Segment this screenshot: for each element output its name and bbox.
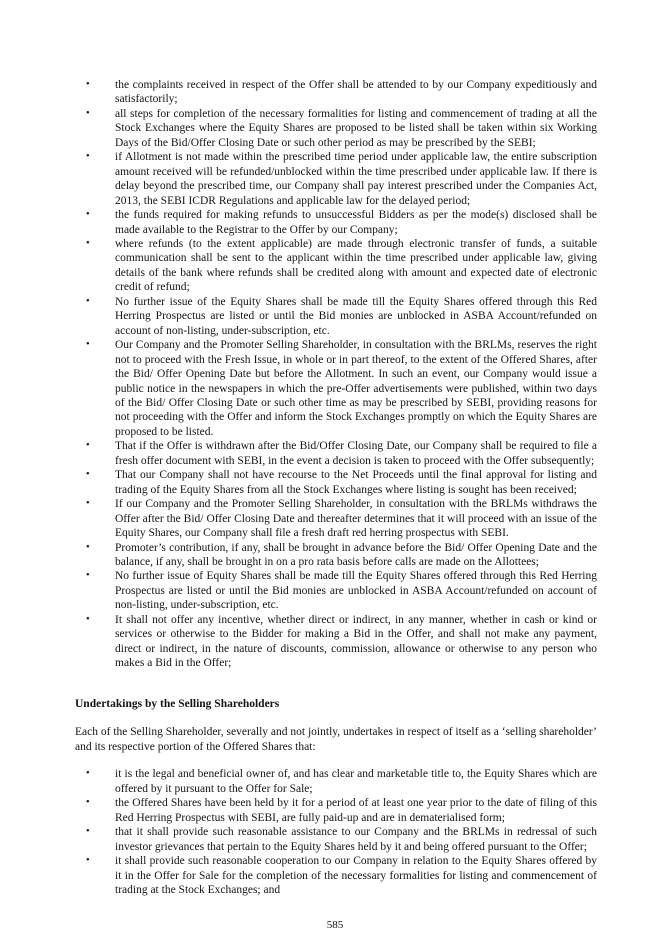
bullet-icon: • [86,855,90,867]
bullet-text: if Allotment is not made within the prescribed time period under applicable law, the entire subscription amount received will be refunded/unblocked within the time prescribed under applicable law. If there is delay beyond the prescribed time, our Company shall pay interest prescribed under the Companies Act, 2013, the SEBI ICDR Regulations and applicable law for the delayed period; [115,151,597,207]
bullet-icon: • [86,498,90,510]
bullet-icon: • [86,295,90,307]
list-item [75,439,597,468]
bullet-icon: • [86,613,90,625]
list-item [75,208,597,237]
list-item [75,237,597,295]
bullet-text: Our Company and the Promoter Selling Shareholder, in consultation with the BRLMs, reserves the right not to proceed with the Fresh Issue, in whole or in part thereof, to the extent of the Offered Shares, after the Bid/ Offer Opening Date but before the Allotment. In such an event, our Company would issue a public notice in the newspapers in which the pre-Offer advertisements were published, within two days of the Bid/ Offer Closing Date or such other time as may be prescribed by SEBI, providing reasons for not proceeding with the Offer and inform the Stock Exchanges promptly on which the Equity Shares are proposed to be listed. [115,339,597,438]
bullet-text: That if the Offer is withdrawn after the Bid/Offer Closing Date, our Company shall be required to file a fresh offer document with SEBI, in the event a decision is taken to proceed with the Offer subsequently; [115,440,597,467]
bullet-icon: • [86,237,90,249]
section-heading: Undertakings by the Selling Shareholders [75,697,280,710]
bullet-text: it shall provide such reasonable cooperation to our Company in relation to the Equity Shares offered by it in the Offer for Sale for the completion of the necessary formalities for listing and commencement of trading at the Stock Exchanges; and [115,855,597,896]
bullet-icon: • [86,469,90,481]
bullet-icon: • [86,797,90,809]
list-item [75,825,597,854]
company-undertakings-list [75,78,597,671]
bullet-text: It shall not offer any incentive, whether direct or indirect, in any manner, whether in cash or kind or services or otherwise to the Bidder for making a Bid in the Offer, and shall not make any payment, direct or indirect, in the nature of discounts, commission, allowance or otherwise to any person who makes a Bid in the Offer; [115,613,597,670]
list-item [75,468,597,497]
bullet-icon: • [86,151,90,163]
page-number: 585 [326,919,344,931]
bullet-text: all steps for completion of the necessary formalities for listing and commencement of trading at all the Stock Exchanges where the Equity Shares are proposed to be listed shall be taken within six Working Days of the Bid/Offer Closing Date or such other period as may be prescribed by the SEBI; [115,107,597,149]
list-item [75,767,597,796]
bullet-text: No further issue of the Equity Shares shall be made till the Equity Shares offered through this Red Herring Prospectus are listed or until the Bid monies are unblocked in ASBA Account/refunded on account of non-listing, under-subscription, etc. [115,295,597,337]
selling-shareholders-undertakings-list [75,767,597,897]
list-item [75,796,597,825]
intro-paragraph: Each of the Selling Shareholder, severally and not jointly, undertakes in respect of itself as a ‘selling shareholder’ and its respective portion of the Offered Shares that: [75,726,597,753]
bullet-text: the complaints received in respect of the Offer shall be attended to by our Company expeditiously and satisfactorily; [115,79,597,106]
bullet-icon: • [86,209,90,221]
bullet-text: where refunds (to the extent applicable) are made through electronic transfer of funds, a suitable communication shall be sent to the applicant within the time prescribed under applicable law, giving details of the bank where refunds shall be credited along with amount and expected date of electronic credit of refund; [115,237,597,294]
list-item [75,541,597,570]
list-item [75,569,597,612]
list-item [75,854,597,897]
bullet-icon: • [86,79,90,90]
bullet-text: If our Company and the Promoter Selling Shareholder, in consultation with the BRLMs withdraws the Offer after the Bid/ Offer Closing Date and thereafter determines that it will proceed with an issue of the Equity Shares, our Company shall file a fresh draft red herring prospectus with SEBI. [115,498,597,540]
list-item [75,497,597,540]
bullet-text: No further issue of Equity Shares shall be made till the Equity Shares offered through this Red Herring Prospectus are listed or until the Bid monies are unblocked in ASBA Account/refunded on account of non-listing, under-subscription, etc. [115,570,597,612]
bullet-text: the Offered Shares have been held by it for a period of at least one year prior to the date of filing of this Red Herring Prospectus with SEBI, are fully paid-up and are in dematerialised form; [115,797,597,824]
list-item [75,107,597,150]
bullet-icon: • [86,107,90,119]
list-item [75,295,597,338]
bullet-icon: • [86,440,90,452]
bullet-text: That our Company shall not have recourse to the Net Proceeds until the final approval for listing and trading of the Equity Shares from all the Stock Exchanges where listing is sought has been received; [115,469,597,496]
bullet-icon: • [86,541,90,553]
list-item [75,613,597,671]
bullet-text: Promoter’s contribution, if any, shall be brought in advance before the Bid/ Offer Opening Date and the balance, if any, shall be brought in on a pro rata basis before calls are made on the Allottees; [115,541,597,568]
bullet-icon: • [86,339,90,351]
list-item [75,338,597,439]
bullet-icon: • [86,768,90,780]
bullet-text: it is the legal and beneficial owner of, and has clear and marketable title to, the Equity Shares which are offered by it pursuant to the Offer for Sale; [115,768,597,795]
list-item [75,78,597,107]
bullet-icon: • [86,826,90,838]
list-item [75,150,597,208]
bullet-text: that it shall provide such reasonable assistance to our Company and the BRLMs in redressal of such investor grievances that pertain to the Equity Shares held by it and being offered pursuant to the Offer; [115,826,597,853]
bullet-icon: • [86,570,90,582]
bullet-text: the funds required for making refunds to unsuccessful Bidders as per the mode(s) disclosed shall be made available to the Registrar to the Offer by our Company; [115,209,597,236]
